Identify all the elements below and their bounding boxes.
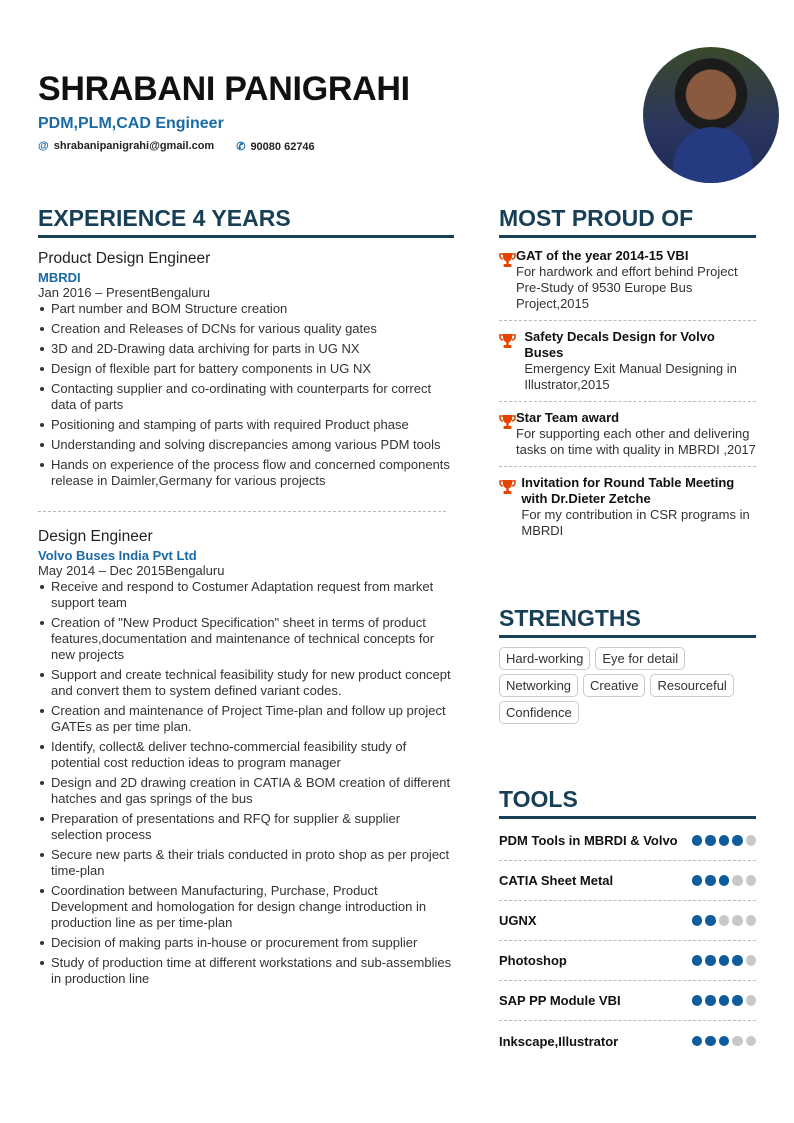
job-bullets	[38, 579, 454, 987]
tool-item	[499, 861, 756, 901]
award-title: Safety Decals Design for Volvo Buses	[524, 329, 715, 360]
bullet-item: Positioning and stamping of parts with required Product phase	[38, 417, 454, 433]
contact-info	[38, 140, 315, 153]
award-description: Emergency Exit Manual Designing in Illustrator,2015	[524, 361, 737, 392]
bullet-item: Support and create technical feasibility study for new product concept and convert them to system defined variant codes.	[38, 667, 454, 699]
rating-dot-filled	[705, 915, 716, 926]
skill-rating	[692, 875, 757, 886]
award-description: For my contribution in CSR programs in MBRDI	[521, 507, 750, 538]
rating-dot-filled	[705, 995, 716, 1006]
strength-tag: Networking	[499, 674, 578, 697]
award-item	[499, 402, 756, 467]
bullet-item: Identify, collect& deliver techno-commercial feasibility study of potential cost reduction ideas to program manager	[38, 739, 454, 771]
trophy-icon	[499, 410, 516, 458]
tool-item	[499, 981, 756, 1021]
rating-dot-filled	[692, 835, 703, 846]
bullet-item: Secure new parts & their trials conducted in proto shop as per project time-plan	[38, 847, 454, 879]
rating-dot-empty	[746, 835, 757, 846]
award-text	[524, 329, 756, 393]
skill-rating	[692, 995, 757, 1006]
rating-dot-filled	[719, 1036, 730, 1047]
rating-dot-empty	[746, 995, 757, 1006]
rating-dot-filled	[692, 995, 703, 1006]
tool-item	[499, 821, 756, 861]
rating-dot-empty	[732, 915, 743, 926]
job-title: Design Engineer	[38, 528, 153, 545]
rating-dot-filled	[692, 955, 703, 966]
candidate-role: PDM,PLM,CAD Engineer	[38, 115, 224, 132]
award-text	[516, 410, 756, 458]
award-description: For supporting each other and delivering tasks on time with quality in MBRDI ,2017	[516, 426, 756, 457]
award-item	[499, 321, 756, 402]
rating-dot-empty	[732, 875, 743, 886]
award-text	[521, 475, 756, 539]
award-text	[516, 248, 756, 312]
rating-dot-filled	[719, 955, 730, 966]
rating-dot-empty	[746, 875, 757, 886]
rating-dot-filled	[705, 875, 716, 886]
rating-dot-empty	[746, 1036, 757, 1047]
job-entry	[38, 250, 454, 489]
job-bullets	[38, 301, 454, 489]
bullet-item: Study of production time at different workstations and sub-assemblies in production line	[38, 955, 454, 987]
strength-tag: Hard-working	[499, 647, 590, 670]
tool-name: Photoshop	[499, 953, 567, 968]
phone: ✆ 90080 62746	[236, 141, 315, 153]
rating-dot-empty	[719, 915, 730, 926]
tool-name: Inkscape,Illustrator	[499, 1033, 619, 1049]
bullet-item: Creation of "New Product Specification" sheet in terms of product features,documentation and maintenance of technical concepts for new projects	[38, 615, 454, 663]
rating-dot-filled	[732, 995, 743, 1006]
trophy-icon	[499, 475, 521, 539]
tool-name: UGNX	[499, 913, 537, 928]
rating-dot-filled	[732, 835, 743, 846]
bullet-item: Part number and BOM Structure creation	[38, 301, 454, 317]
tool-name: PDM Tools in MBRDI & Volvo	[499, 833, 678, 848]
strengths-heading: STRENGTHS	[499, 605, 756, 638]
at-icon: @	[38, 140, 49, 152]
job-date: Jan 2016 – PresentBengaluru	[38, 285, 211, 300]
bullet-item: Receive and respond to Costumer Adaptation request from market support team	[38, 579, 454, 611]
award-item	[499, 467, 756, 547]
award-item	[499, 240, 756, 321]
rating-dot-filled	[719, 835, 730, 846]
bullet-item: Preparation of presentations and RFQ for supplier & supplier selection process	[38, 811, 454, 843]
bullet-item: Coordination between Manufacturing, Purchase, Product Development and homologation for design change introduction in production line as per time-plan	[38, 883, 454, 931]
award-title: Star Team award	[516, 410, 620, 425]
award-title: Invitation for Round Table Meeting with Dr.Dieter Zetche	[521, 475, 735, 506]
rating-dot-filled	[705, 835, 716, 846]
bullet-item: Creation and Releases of DCNs for various quality gates	[38, 321, 454, 337]
rating-dot-empty	[746, 955, 757, 966]
phone-icon: ✆	[236, 141, 246, 153]
skill-rating	[692, 1036, 757, 1047]
bullet-item: Contacting supplier and co-ordinating with counterparts for correct data of parts	[38, 381, 454, 413]
strength-tag: Creative	[583, 674, 645, 697]
bullet-item: Hands on experience of the process flow and concerned components release in Daimler,Germany for various projects	[38, 457, 454, 489]
tool-name: SAP PP Module VBI	[499, 993, 621, 1008]
divider	[38, 511, 446, 512]
job-title: Product Design Engineer	[38, 250, 211, 267]
experience-heading: EXPERIENCE 4 YEARS	[38, 205, 454, 238]
company: Volvo Buses India Pvt Ltd	[38, 548, 197, 563]
rating-dot-filled	[719, 875, 730, 886]
bullet-item: Creation and maintenance of Project Time-plan and follow up project GATEs as per time plan.	[38, 703, 454, 735]
job-entry	[38, 528, 454, 987]
tool-item	[499, 1021, 756, 1061]
rating-dot-empty	[746, 915, 757, 926]
rating-dot-filled	[732, 955, 743, 966]
bullet-item: 3D and 2D-Drawing data archiving for parts in UG NX	[38, 341, 454, 357]
right-column	[499, 205, 756, 1061]
company: MBRDI	[38, 270, 81, 285]
profile-photo	[643, 47, 779, 183]
bullet-item: Understanding and solving discrepancies among various PDM tools	[38, 437, 454, 453]
skill-rating	[692, 955, 757, 966]
tools-heading: TOOLS	[499, 786, 756, 819]
rating-dot-filled	[705, 955, 716, 966]
job-date: May 2014 – Dec 2015Bengaluru	[38, 563, 225, 578]
bullet-item: Design of flexible part for battery components in UG NX	[38, 361, 454, 377]
strength-tag: Eye for detail	[595, 647, 685, 670]
skill-rating	[692, 915, 757, 926]
trophy-icon	[499, 329, 524, 393]
tool-name: CATIA Sheet Metal	[499, 873, 614, 888]
strength-tag: Resourceful	[650, 674, 733, 697]
rating-dot-empty	[732, 1036, 743, 1047]
tool-item	[499, 941, 756, 981]
rating-dot-filled	[719, 995, 730, 1006]
candidate-name: SHRABANI PANIGRAHI	[38, 70, 410, 108]
bullet-item: Design and 2D drawing creation in CATIA & BOM creation of different hatches and gas springs of the bus	[38, 775, 454, 807]
email[interactable]: @ shrabanipanigrahi@gmail.com	[38, 140, 215, 152]
rating-dot-filled	[692, 875, 703, 886]
proud-heading: MOST PROUD OF	[499, 205, 756, 238]
bullet-item: Decision of making parts in-house or procurement from supplier	[38, 935, 454, 951]
skill-rating	[692, 835, 757, 846]
rating-dot-filled	[692, 915, 703, 926]
award-title: GAT of the year 2014-15 VBI	[516, 248, 689, 263]
rating-dot-filled	[705, 1036, 716, 1047]
award-description: For hardwork and effort behind Project Pre-Study of 9530 Europe Bus Project,2015	[516, 264, 738, 311]
tool-item	[499, 901, 756, 941]
trophy-icon	[499, 248, 516, 312]
rating-dot-filled	[692, 1036, 703, 1047]
experience-section	[38, 205, 454, 991]
strength-tag: Confidence	[499, 701, 579, 724]
